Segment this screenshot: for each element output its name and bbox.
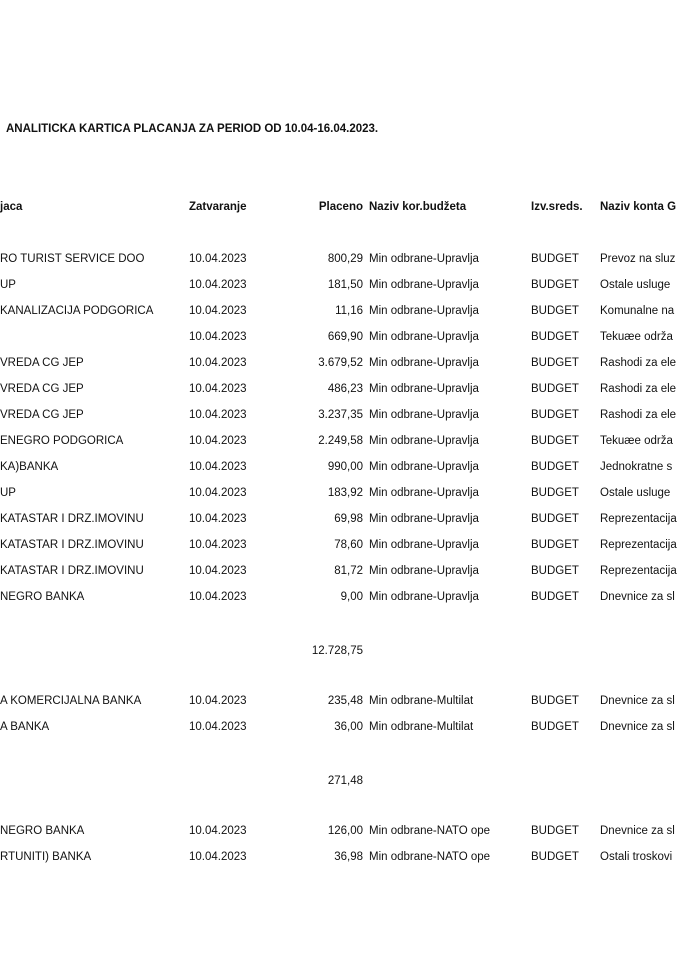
row-account-name: Rashodi za ele (600, 383, 677, 395)
row-budget-user: Min odbrane-Upravlja (369, 383, 479, 395)
row-recipient: KATASTAR I DRZ.IMOVINU (0, 539, 144, 551)
row-closing-date: 10.04.2023 (189, 591, 247, 603)
row-closing-date: 10.04.2023 (189, 253, 247, 265)
row-closing-date: 10.04.2023 (189, 565, 247, 577)
row-account-name: Dnevnice za sl (600, 825, 675, 837)
row-account-name: Rashodi za ele (600, 357, 677, 369)
row-recipient: A KOMERCIJALNA BANKA (0, 695, 142, 707)
row-closing-date: 10.04.2023 (189, 539, 247, 551)
row-account-name: Dnevnice za sl (600, 695, 675, 707)
row-budget-user: Min odbrane-Upravlja (369, 331, 479, 343)
table-row (0, 565, 679, 581)
row-budget-user: Min odbrane-Upravlja (369, 435, 479, 447)
row-closing-date: 10.04.2023 (189, 305, 247, 317)
table-row (0, 539, 679, 555)
row-budget-user: Min odbrane-Upravlja (369, 487, 479, 499)
row-closing-date: 10.04.2023 (189, 695, 247, 707)
row-budget-user: Min odbrane-Multilat (369, 695, 474, 707)
row-account-name: Komunalne na (600, 305, 675, 317)
row-budget-user: Min odbrane-Upravlja (369, 357, 479, 369)
header-budget-user: Naziv kor.budžeta (369, 201, 467, 213)
row-recipient: VREDA CG JEP (0, 383, 84, 395)
row-closing-date: 10.04.2023 (189, 435, 247, 447)
table-row (0, 331, 679, 347)
row-paid-amount: 36,98 (334, 851, 363, 863)
row-paid-amount: 11,16 (335, 305, 363, 317)
row-paid-amount: 78,60 (334, 539, 363, 551)
row-account-name: Prevoz na sluz (600, 253, 676, 265)
row-funding-source: BUDGET (531, 409, 579, 421)
group-subtotal (0, 645, 679, 661)
row-paid-amount: 69,98 (334, 513, 363, 525)
row-funding-source: BUDGET (531, 435, 579, 447)
table-row (0, 721, 679, 737)
row-account-name: Ostale usluge (600, 279, 671, 291)
table-row (0, 305, 679, 321)
row-paid-amount: 9,00 (340, 591, 363, 603)
table-row (0, 357, 679, 373)
row-account-name: Reprezentacija (600, 539, 677, 551)
row-paid-amount: 183,92 (327, 487, 363, 499)
row-budget-user: Min odbrane-Upravlja (369, 409, 479, 421)
header-source: Izv.sreds. (531, 201, 583, 213)
row-account-name: Tekuæe održa (600, 331, 673, 343)
table-row (0, 409, 679, 425)
subtotal-amount: 271,48 (327, 775, 363, 787)
row-recipient: KANALIZACIJA PODGORICA (0, 305, 154, 317)
row-paid-amount: 669,90 (327, 331, 363, 343)
row-closing-date: 10.04.2023 (189, 487, 247, 499)
table-row (0, 851, 679, 867)
row-closing-date: 10.04.2023 (189, 513, 247, 525)
subtotal-amount: 12.728,75 (311, 645, 363, 657)
row-paid-amount: 126,00 (327, 825, 363, 837)
row-funding-source: BUDGET (531, 825, 579, 837)
row-closing-date: 10.04.2023 (189, 279, 247, 291)
row-closing-date: 10.04.2023 (189, 461, 247, 473)
row-paid-amount: 235,48 (327, 695, 363, 707)
row-funding-source: BUDGET (531, 565, 579, 577)
table-row (0, 253, 679, 269)
table-row (0, 279, 679, 295)
row-closing-date: 10.04.2023 (189, 721, 247, 733)
row-budget-user: Min odbrane-Upravlja (369, 305, 479, 317)
row-paid-amount: 990,00 (327, 461, 363, 473)
row-closing-date: 10.04.2023 (189, 825, 247, 837)
header-paid: Placeno (318, 201, 363, 213)
row-account-name: Dnevnice za sl (600, 591, 675, 603)
row-account-name: Jednokratne s (600, 461, 673, 473)
row-funding-source: BUDGET (531, 695, 579, 707)
row-budget-user: Min odbrane-Upravlja (369, 513, 479, 525)
row-recipient: UP (0, 279, 16, 291)
row-funding-source: BUDGET (531, 305, 579, 317)
row-budget-user: Min odbrane-Upravlja (369, 279, 479, 291)
row-paid-amount: 486,23 (327, 383, 363, 395)
row-budget-user: Min odbrane-Upravlja (369, 565, 479, 577)
row-funding-source: BUDGET (531, 253, 579, 265)
row-account-name: Ostale usluge (600, 487, 671, 499)
row-funding-source: BUDGET (531, 383, 579, 395)
row-recipient: NEGRO BANKA (0, 825, 85, 837)
row-recipient: VREDA CG JEP (0, 409, 84, 421)
table-row (0, 435, 679, 451)
row-funding-source: BUDGET (531, 721, 579, 733)
row-paid-amount: 2.249,58 (318, 435, 363, 447)
row-closing-date: 10.04.2023 (189, 851, 247, 863)
row-funding-source: BUDGET (531, 487, 579, 499)
row-paid-amount: 181,50 (327, 279, 363, 291)
row-funding-source: BUDGET (531, 279, 579, 291)
group-subtotal (0, 775, 679, 791)
row-budget-user: Min odbrane-Upravlja (369, 461, 479, 473)
row-recipient: RO TURIST SERVICE DOO (0, 253, 145, 265)
table-row (0, 383, 679, 399)
table-row (0, 825, 679, 841)
row-paid-amount: 81,72 (334, 565, 363, 577)
header-closing: Zatvaranje (189, 201, 247, 213)
row-recipient: NEGRO BANKA (0, 591, 85, 603)
row-recipient: RTUNITI) BANKA (0, 851, 92, 863)
row-budget-user: Min odbrane-NATO ope (369, 851, 491, 863)
document-title: ANALITICKA KARTICA PLACANJA ZA PERIOD OD 10.04-16.04.2023. (6, 123, 379, 135)
row-recipient: A BANKA (0, 721, 50, 733)
row-recipient: ENEGRO PODGORICA (0, 435, 124, 447)
row-closing-date: 10.04.2023 (189, 331, 247, 343)
row-account-name: Dnevnice za sl (600, 721, 675, 733)
row-recipient: KATASTAR I DRZ.IMOVINU (0, 513, 144, 525)
row-closing-date: 10.04.2023 (189, 383, 247, 395)
table-row (0, 695, 679, 711)
row-closing-date: 10.04.2023 (189, 409, 247, 421)
row-budget-user: Min odbrane-NATO ope (369, 825, 491, 837)
header-account: Naziv konta G (600, 201, 677, 213)
row-funding-source: BUDGET (531, 591, 579, 603)
row-account-name: Tekuæe održa (600, 435, 673, 447)
table-row (0, 461, 679, 477)
row-recipient: KATASTAR I DRZ.IMOVINU (0, 565, 144, 577)
row-budget-user: Min odbrane-Upravlja (369, 539, 479, 551)
row-paid-amount: 3.237,35 (318, 409, 363, 421)
row-funding-source: BUDGET (531, 331, 579, 343)
row-budget-user: Min odbrane-Upravlja (369, 591, 479, 603)
row-funding-source: BUDGET (531, 513, 579, 525)
row-account-name: Rashodi za ele (600, 409, 677, 421)
row-recipient: KA)BANKA (0, 461, 59, 473)
table-row (0, 591, 679, 607)
row-paid-amount: 36,00 (334, 721, 363, 733)
table-row (0, 513, 679, 529)
row-funding-source: BUDGET (531, 851, 579, 863)
row-recipient: VREDA CG JEP (0, 357, 84, 369)
row-account-name: Reprezentacija (600, 513, 677, 525)
row-account-name: Ostali troskovi (600, 851, 673, 863)
row-account-name: Reprezentacija (600, 565, 677, 577)
header-recipient: jaca (0, 201, 23, 213)
row-paid-amount: 800,29 (327, 253, 363, 265)
row-funding-source: BUDGET (531, 461, 579, 473)
row-closing-date: 10.04.2023 (189, 357, 247, 369)
row-paid-amount: 3.679,52 (318, 357, 363, 369)
row-funding-source: BUDGET (531, 539, 579, 551)
row-funding-source: BUDGET (531, 357, 579, 369)
row-budget-user: Min odbrane-Multilat (369, 721, 474, 733)
table-row (0, 487, 679, 503)
row-recipient: UP (0, 487, 16, 499)
table-header (0, 201, 679, 217)
row-budget-user: Min odbrane-Upravlja (369, 253, 479, 265)
